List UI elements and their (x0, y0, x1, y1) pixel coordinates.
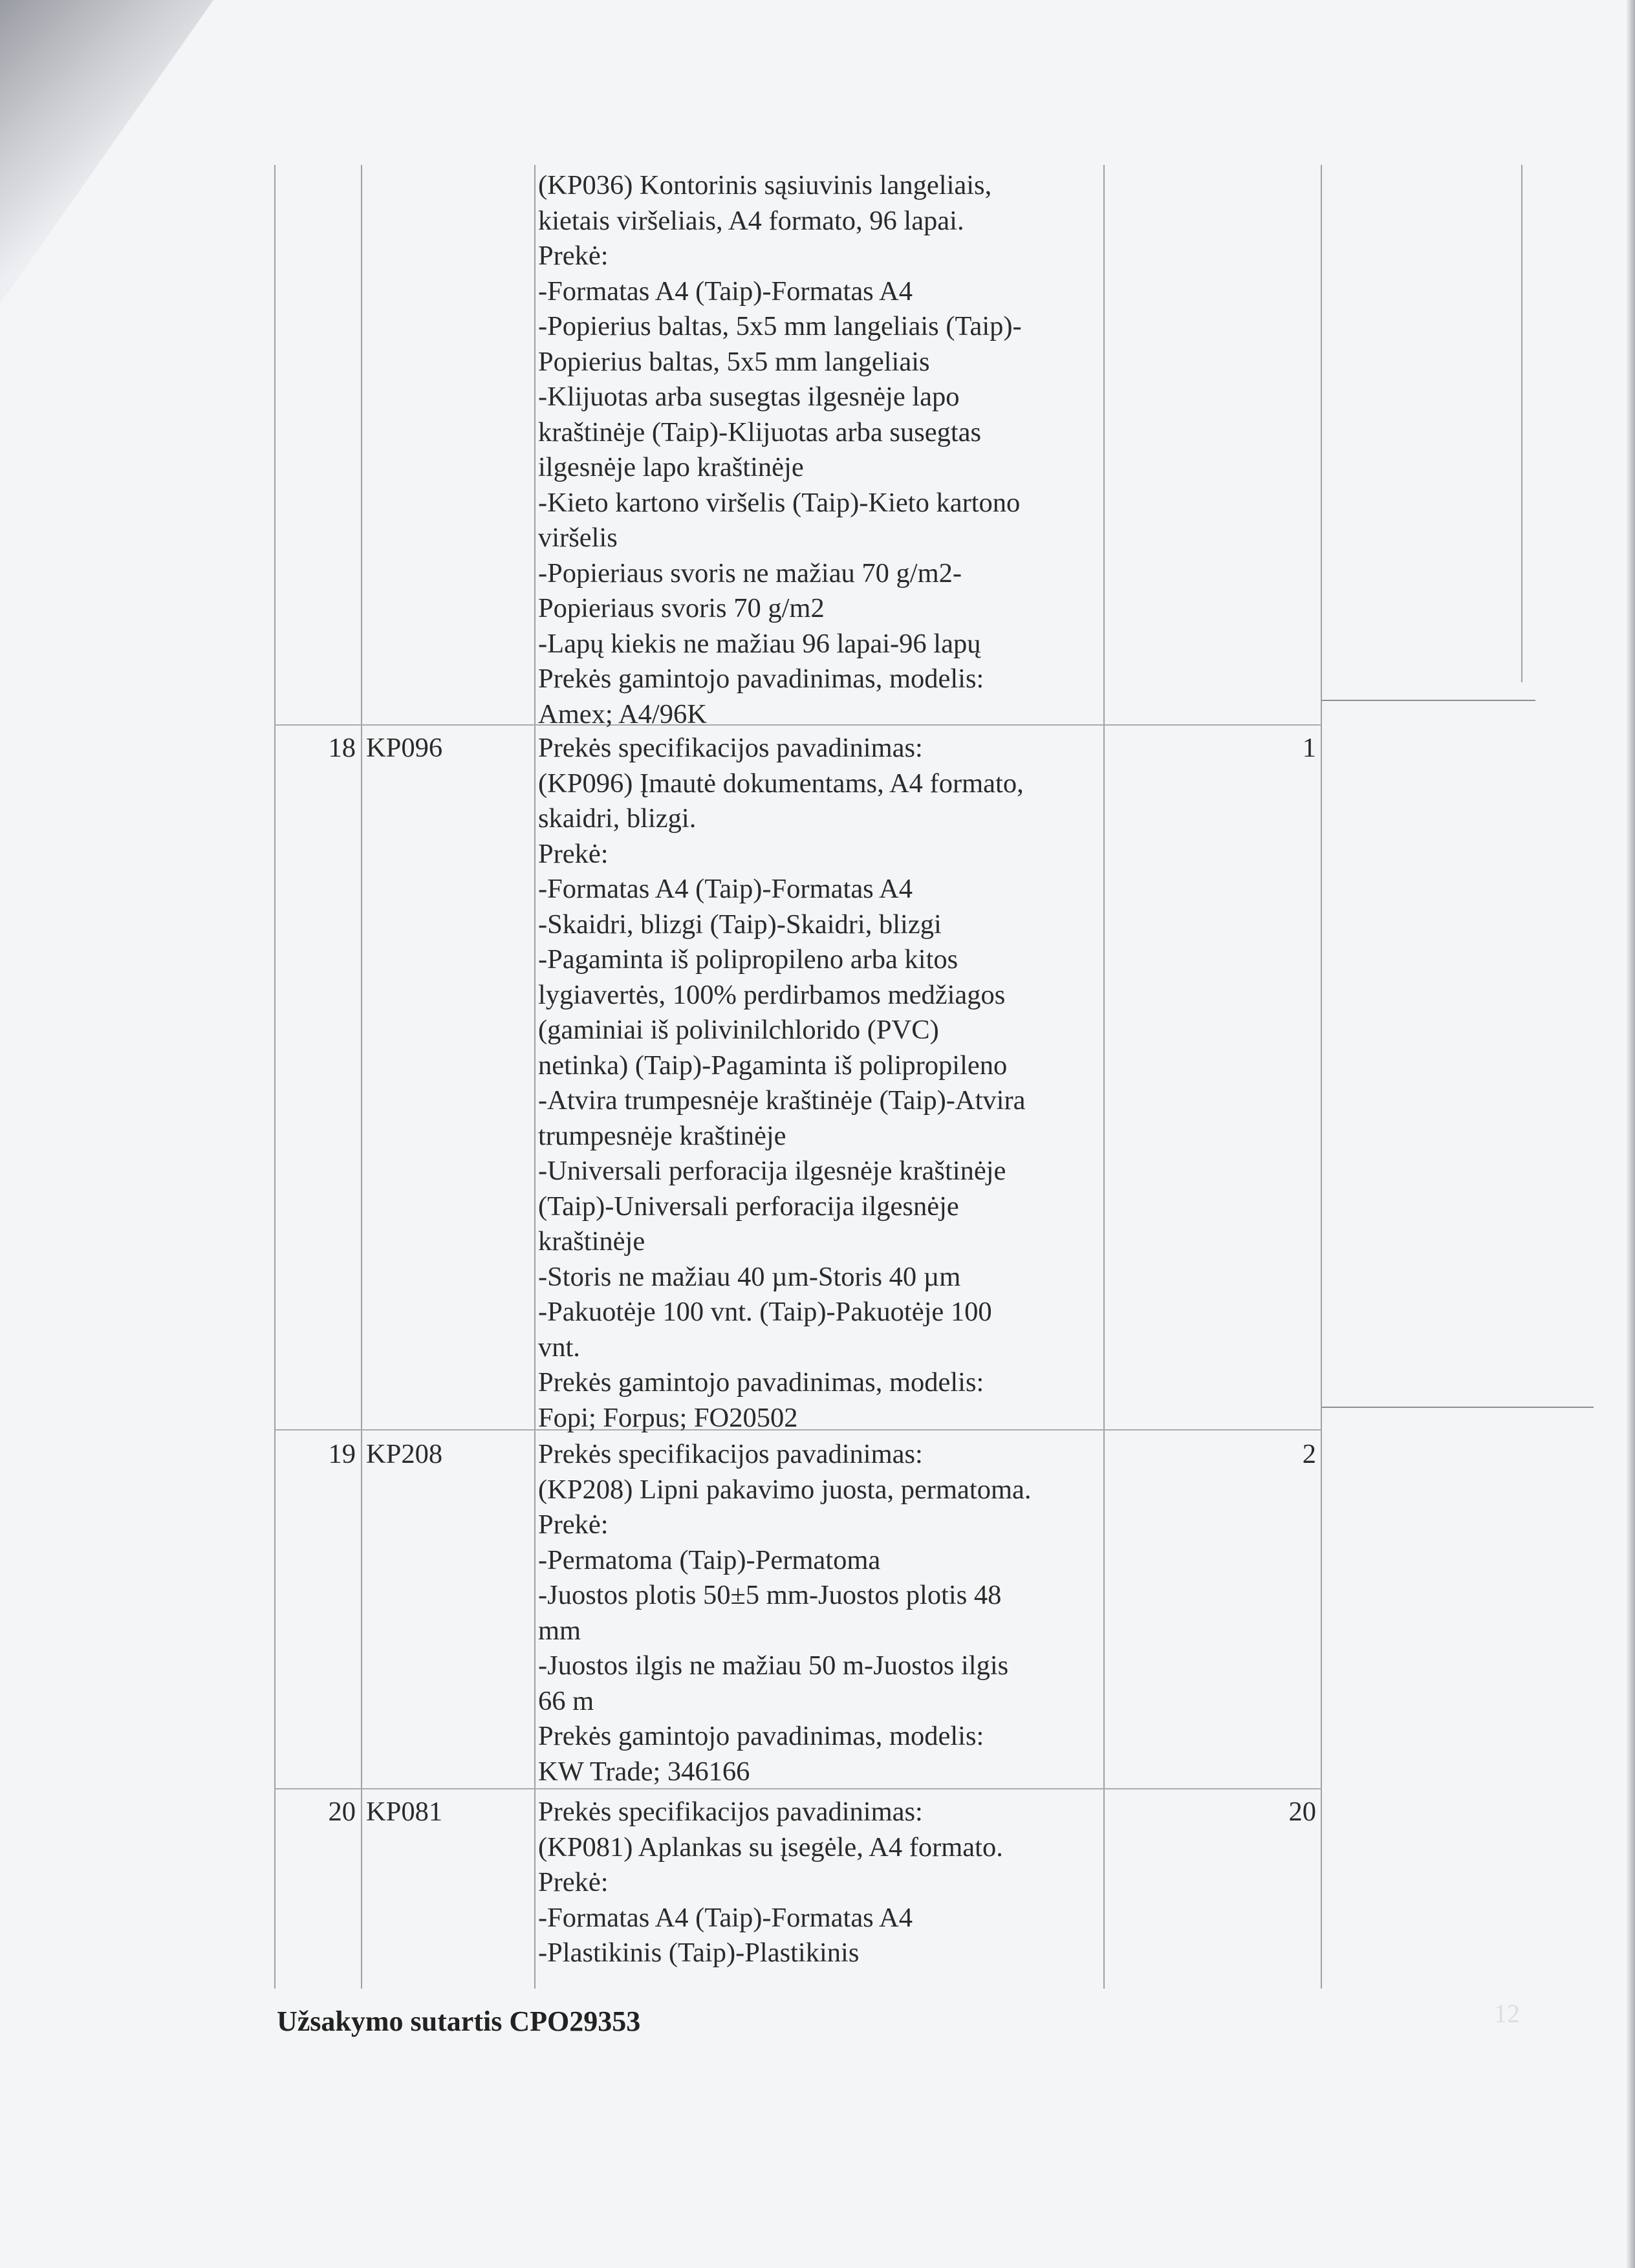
row-separator-right (1322, 700, 1535, 701)
quantity: 1 (1302, 733, 1316, 763)
product-code: KP096 (366, 733, 443, 763)
column-divider-unit (1103, 165, 1105, 1989)
quantity: 2 (1302, 1439, 1316, 1469)
table-row-description: Prekės specifikacijos pavadinimas: (KP208) Lipni pakavimo juosta, permatoma. Prekė: -Permatoma (Taip)-Permatoma -Juostos plotis 50±5 mm-Juostos plotis 48 mm -Juostos ilgis ne mažiau 50 m-Juostos ilgis 66 m Prekės gamintojo pavadinimas, modelis: KW Trade; 346166 (538, 1439, 1032, 1787)
column-divider-code (361, 165, 362, 1989)
column-divider-price (1521, 165, 1522, 682)
row-number: 20 (328, 1797, 356, 1827)
table-row-description: Prekės specifikacijos pavadinimas: (KP081) Aplankas su įsegėle, A4 formato. Prekė: -Formatas A4 (Taip)-Formatas A4 -Plastikinis (Taip)-Plastikinis (538, 1797, 1003, 1968)
document-footer-title: Užsakymo sutartis CPO29353 (277, 2005, 641, 2037)
product-code: KP081 (366, 1797, 443, 1827)
quantity: 20 (1288, 1797, 1316, 1827)
row-separator-right (1322, 1407, 1594, 1408)
table-row-description: Prekės specifikacijos pavadinimas: (KP096) Įmautė dokumentams, A4 formato, skaidri, blizgi. Prekė: -Formatas A4 (Taip)-Formatas A4 -Skaidri, blizgi (Taip)-Skaidri, blizgi -Pagaminta iš polipropileno arba kitos lygiavertės, 100% perdirbamos medžiagos (gaminiai iš polivinilchlorido (PVC) netinka) (Taip)-Pagaminta iš polipropileno -Atvira trumpesnėje kraštinėje (Taip)-Atvira trumpesnėje kraštinėje -Universali perforacija ilgesnėje kraštinėje (Taip)-Universali perforacija ilgesnėje kraštinėje -Storis ne mažiau 40 µm-Storis 40 µm -Pakuotėje 100 vnt. (Taip)-Pakuotėje 100 vnt. Prekės gamintojo pavadinimas, modelis: Fopi; Forpus; FO20502 (538, 733, 1026, 1433)
column-divider-quantity (1321, 165, 1322, 1989)
table-border-left (274, 165, 276, 1989)
column-divider-description (534, 165, 536, 1989)
product-code: KP208 (366, 1439, 443, 1469)
scan-corner-fold (0, 0, 213, 304)
table-row-description: (KP036) Kontorinis sąsiuvinis langeliais, kietais viršeliais, A4 formato, 96 lapai. Prekė: -Formatas A4 (Taip)-Formatas A4 -Popierius baltas, 5x5 mm langeliais (Taip)- Popierius baltas, 5x5 mm langeliais -Klijuotas arba susegtas ilgesnėje lapo kraštinėje (Taip)-Klijuotas arba susegtas ilgesnėje lapo kraštinėje -Kieto kartono viršelis (Taip)-Kieto kartono viršelis -Popieriaus svoris ne mažiau 70 g/m2- Popieriaus svoris 70 g/m2 -Lapų kiekis ne mažiau 96 lapai-96 lapų Prekės gamintojo pavadinimas, modelis: Amex; A4/96K (538, 170, 1022, 729)
scan-right-edge (1626, 0, 1635, 2268)
row-number: 18 (328, 733, 356, 763)
page-number: 12 (1494, 1999, 1520, 2028)
row-number: 19 (328, 1439, 356, 1469)
